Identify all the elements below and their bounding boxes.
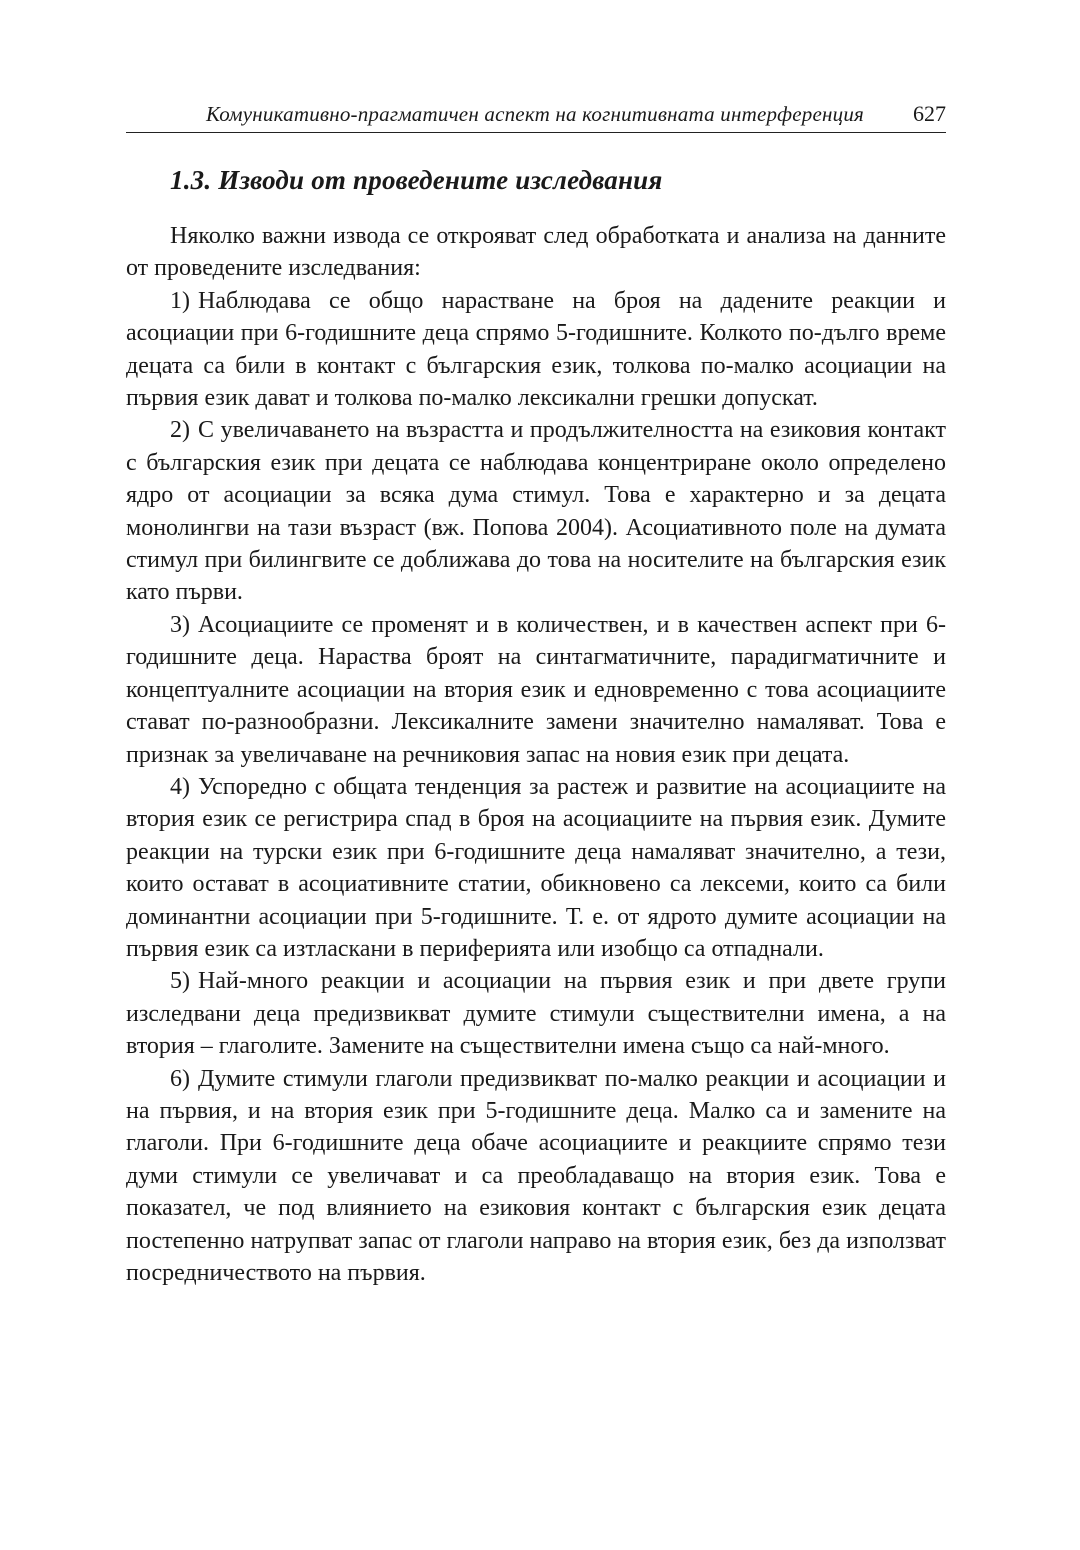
list-item <box>126 609 946 771</box>
list-item <box>126 414 946 608</box>
list-item-number: 1) <box>170 287 190 314</box>
list-item-number: 5) <box>170 968 190 995</box>
list-item <box>126 1063 946 1290</box>
list-item-text: Асоциациите се променят и в количествен, и в качествен аспект при 6-годишните деца. Нараства броят на синтагматичните, парадигматичните и концептуалните асоциации на втория език и едновременно с това асоциациите стават по-разнообразни. Лексикалните замени значително намаляват. Това е признак за увеличаване на речниковия запас на новия език при децата. <box>126 611 946 768</box>
page-number: 627 <box>913 101 946 126</box>
list-item <box>126 285 946 415</box>
running-title: Комуникативно-прагматичен аспект на когнитивната интерференция <box>205 102 864 126</box>
list-item-text: С увеличаването на възрастта и продължителността на езиковия контакт с българския език при децата се наблюдава концентриране около определено ядро от асоциации за всяка дума стимул. Това е характерно и за децата монолингви на тази възраст (вж. Попова 2004). Асоциативното поле на думата стимул при билингвите се доближава до това на носителите на българския език като първи. <box>126 417 946 606</box>
intro-paragraph: Няколко важни извода се открояват след обработката и анализа на данните от проведените изследвания: <box>126 223 946 282</box>
section-heading: 1.3. Изводи от проведените изследвания <box>170 165 663 195</box>
page-header <box>126 98 946 133</box>
list-item-number: 3) <box>170 611 190 638</box>
list-item-number: 4) <box>170 773 190 800</box>
body-text <box>126 220 946 1289</box>
list-item-text: Най-много реакции и асоциации на първия език и при двете групи изследвани деца предизвикват думите стимули съществителни имена, а на втория – глаголите. Замените на съществителни имена също са най-много. <box>126 968 946 1060</box>
list-item-text: Успоредно с общата тенденция за растеж и развитие на асоциациите на втория език се регистрира спад в броя на асоциациите на първия език. Думите реакции на турски език при 6-годишните деца намаляват значително, а тези, които остават в асоциативните статии, обикновено са лексеми, които са били доминантни асоциации при 5-годишните. Т. е. от ядрото думите асоциации на първия език са изтласкани в периферията или изобщо са отпаднали. <box>126 773 946 962</box>
list-item-text: Думите стимули глаголи предизвикват по-малко реакции и асоциации и на първия, и на втория език при 5-годишните деца. Малко са и замените на глаголи. При 6-годишните деца обаче асоциациите и реакциите спрямо тези думи стимули се увеличават и са преобладаващо на втория език. Това е показател, че под влиянието на езиковия контакт с българския език децата постепенно натрупват запас от глаголи направо на втория език, без да използват посредничеството на първия. <box>126 1065 946 1286</box>
list-item-number: 2) <box>170 417 190 444</box>
list-item <box>126 965 946 1062</box>
list-item-number: 6) <box>170 1065 190 1092</box>
list-item-text: Наблюдава се общо нарастване на броя на дадените реакции и асоциации при 6-годишните деца спрямо 5-годишните. Колкото по-дълго време децата са били в контакт с българския език, толкова по-малко асоциации на първия език дават и толкова по-малко лексикални грешки допускат. <box>126 287 946 412</box>
list-item <box>126 771 946 965</box>
